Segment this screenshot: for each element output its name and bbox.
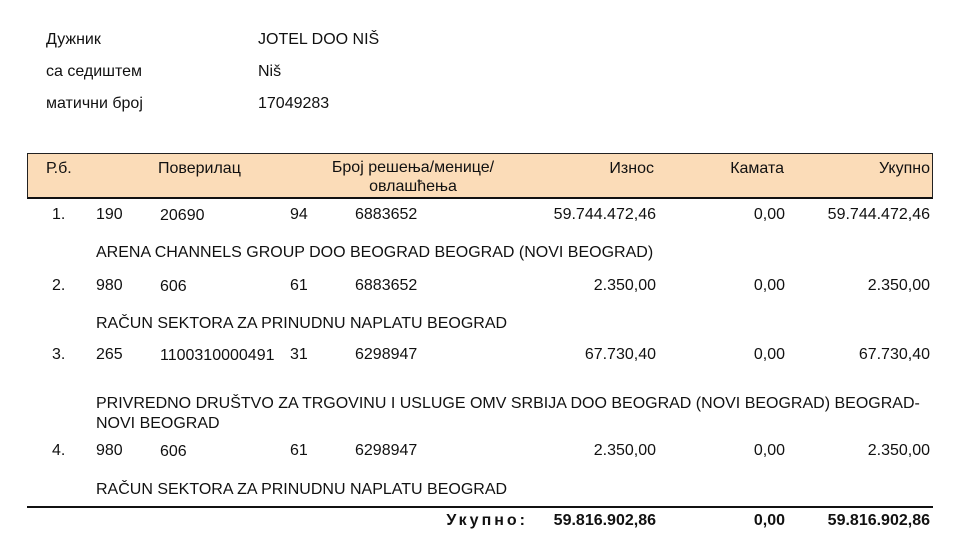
row-total: 2.350,00 [867, 277, 930, 294]
row-interest: 0,00 [753, 346, 785, 363]
totals-amount: 59.816.902,86 [553, 512, 656, 529]
debtor-seat-label: са седиштем [46, 63, 143, 80]
row-total: 59.744.472,46 [827, 206, 930, 223]
header-creditor: Поверилац [158, 160, 241, 177]
row-code-a: 980 [96, 277, 123, 294]
totals-interest: 0,00 [753, 512, 785, 529]
header-total: Укупно [878, 160, 930, 177]
totals-total: 59.816.902,86 [827, 512, 930, 529]
row-code-a: 980 [96, 442, 123, 459]
row-code-a: 190 [96, 206, 123, 223]
row-number: 2. [52, 277, 66, 294]
row-code-a: 265 [96, 346, 123, 363]
row-interest: 0,00 [753, 206, 785, 223]
debtor-seat-value: Niš [258, 63, 282, 80]
totals-label: Укупно: [446, 512, 528, 529]
debtor-name-value: JOTEL DOO NIŠ [258, 31, 380, 48]
row-creditor-name: ARENA CHANNELS GROUP DOO BEOGRAD BEOGRAD (NOVI BEOGRAD) [96, 244, 654, 261]
row-code-b: 606 [160, 278, 187, 295]
row-amount: 59.744.472,46 [553, 206, 656, 223]
row-code-c: 94 [290, 206, 308, 223]
row-total: 2.350,00 [867, 442, 930, 459]
row-code-b: 606 [160, 443, 187, 460]
row-interest: 0,00 [753, 442, 785, 459]
row-creditor-name: PRIVREDNO DRUŠTVO ZA TRGOVINU I USLUGE OMV SRBIJA DOO BEOGRAD (NOVI BEOGRAD) BEOGRAD-NOVI BEOGRAD [96, 395, 920, 432]
header-amount: Износ [609, 160, 654, 177]
table-header [27, 153, 933, 199]
row-doc-number: 6883652 [355, 277, 418, 294]
row-doc-number: 6298947 [355, 346, 418, 363]
row-code-b: 20690 [160, 207, 205, 224]
row-code-c: 61 [290, 277, 308, 294]
row-code-b: 1100310000491 [160, 347, 275, 364]
row-amount: 2.350,00 [593, 277, 656, 294]
header-doc-number: Број решења/менице/ овлашћења [331, 159, 495, 195]
row-creditor-name: RAČUN SEKTORA ZA PRINUDNU NAPLATU BEOGRAD [96, 315, 508, 332]
row-number: 1. [52, 206, 66, 223]
row-interest: 0,00 [753, 277, 785, 294]
row-code-c: 31 [290, 346, 308, 363]
header-interest: Камата [730, 160, 784, 177]
row-creditor-name: RAČUN SEKTORA ZA PRINUDNU NAPLATU BEOGRAD [96, 481, 508, 498]
row-amount: 2.350,00 [593, 442, 656, 459]
debtor-id-label: матични број [46, 95, 143, 112]
row-doc-number: 6298947 [355, 442, 418, 459]
debtor-name-label: Дужник [46, 31, 101, 48]
row-number: 3. [52, 346, 66, 363]
row-number: 4. [52, 442, 66, 459]
debtor-id-value: 17049283 [258, 95, 330, 112]
row-code-c: 61 [290, 442, 308, 459]
row-doc-number: 6883652 [355, 206, 418, 223]
row-amount: 67.730,40 [584, 346, 656, 363]
totals-divider [27, 506, 933, 508]
header-rb: Р.б. [46, 160, 72, 177]
row-total: 67.730,40 [858, 346, 930, 363]
